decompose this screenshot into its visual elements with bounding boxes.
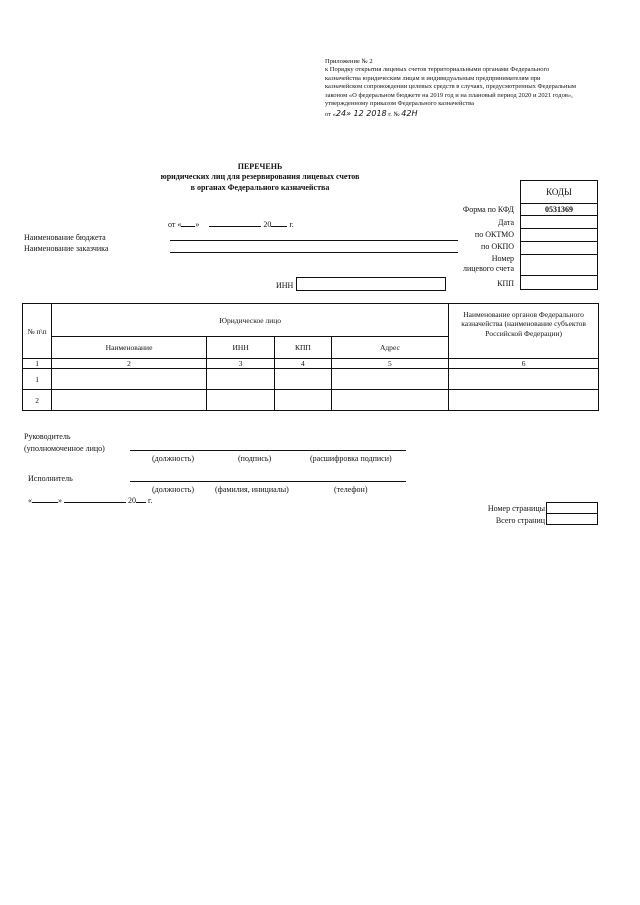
bottom-date-line: « » 20 г. [28,496,153,505]
org-header: Наименование органов Федерального казначейства (наименование субъектов Российской Федерации) [449,304,599,359]
col-number: 1 [23,359,52,369]
exec-caption-position: (должность) [152,485,194,494]
appendix-line: к Порядку открытия лицевых счетов территориальными органами Федерального [325,66,550,74]
account-label-1: Номер [491,254,514,263]
date-code-cell[interactable] [520,215,598,229]
customer-field[interactable] [170,252,458,253]
kpp-subheader: КПП [275,337,331,359]
num-header: № п\п [23,304,52,359]
budget-field[interactable] [170,240,458,241]
oktmo-label: по ОКТМО [474,230,514,239]
head-signature-line[interactable] [130,450,406,451]
table-row [23,369,599,390]
col-number: 2 [52,359,207,369]
table-cell[interactable] [449,369,599,390]
account-label-2: лицевого счета [462,264,514,273]
legal-entities-table [22,303,599,411]
handwritten-date: 24» 12 2018 [335,108,387,118]
legal-entity-header: Юридическое лицо [52,304,449,337]
table-cell[interactable] [275,369,331,390]
executor-signature-line[interactable] [130,481,406,482]
executor-label: Исполнитель [28,474,73,483]
table-cell[interactable] [52,369,207,390]
inn-label: ИНН [276,281,294,290]
head-label: Руководитель [24,432,71,441]
col-number: 4 [275,359,331,369]
col-number: 3 [206,359,274,369]
kpp-label: КПП [497,279,514,288]
bottom-year-field[interactable] [136,502,146,503]
table-cell[interactable] [206,390,274,411]
table-cell[interactable] [331,390,449,411]
head-caption-signature: (подпись) [238,454,272,463]
appendix-line: казначейском сопровождении целевых средств в случаях, предусмотренных Федеральным [325,83,576,91]
month-field[interactable] [209,226,261,227]
day-field[interactable] [181,226,195,227]
col-number: 5 [331,359,449,369]
head-caption-decoding: (расшифровка подписи) [310,454,392,463]
appendix-line: казначейства юридическим лицам и индивидуальным предпринимателям при [325,74,541,82]
appendix-line: законом «О федеральном бюджете на 2019 год и на плановый период 2020 и 2021 годов», [325,91,573,99]
name-subheader: Наименование [52,337,207,359]
exec-caption-phone: (телефон) [334,485,368,494]
title-line-3: в органах Федерального казначейства [190,183,330,192]
col-number: 6 [449,359,599,369]
form-code-label: Форма по КФД [462,205,514,214]
oktmo-code-cell[interactable] [520,228,598,242]
inn-subheader: ИНН [206,337,274,359]
kpp-code-cell[interactable] [520,275,598,290]
table-cell[interactable] [206,369,274,390]
date-label: Дата [498,218,514,227]
row-number: 2 [23,390,52,411]
table-cell[interactable] [52,390,207,411]
handwritten-number: 42Н [401,108,418,118]
head-caption-position: (должность) [152,454,194,463]
okpo-code-cell[interactable] [520,241,598,255]
bottom-month-field[interactable] [64,502,126,503]
inn-field[interactable] [296,277,446,291]
exec-caption-name: (фамилия, инициалы) [215,485,289,494]
table-cell[interactable] [275,390,331,411]
title-line-1: ПЕРЕЧЕНЬ [237,162,283,171]
appendix-block [325,58,576,119]
codes-header: КОДЫ [520,180,598,204]
total-pages-field[interactable] [546,513,598,525]
account-code-cell[interactable] [520,254,598,276]
table-cell[interactable] [331,369,449,390]
appendix-line: Приложение № 2 [325,58,373,65]
appendix-line: утвержденному приказом Федерального казначейства [325,100,475,108]
bottom-day-field[interactable] [32,502,58,503]
page-title [110,163,410,192]
address-subheader: Адрес [331,337,449,359]
year-field[interactable] [271,226,287,227]
budget-label: Наименование бюджета [24,233,106,242]
table-row [23,390,599,411]
row-number: 1 [23,369,52,390]
table-cell[interactable] [449,390,599,411]
head-label-2: (уполномоченное лицо) [24,444,105,453]
customer-label: Наименование заказчика [24,244,109,253]
total-pages-label: Всего страниц [495,516,545,525]
title-line-2: юридических лиц для резервирования лицевых счетов [160,172,360,181]
appendix-order-line: от «24» 12 2018 г. № 42Н [325,108,418,118]
page-number-label: Номер страницы [487,504,545,513]
okpo-label: по ОКПО [481,242,514,251]
date-line: от « » 20 г. [168,220,294,229]
form-code-value: 0531369 [520,203,598,216]
